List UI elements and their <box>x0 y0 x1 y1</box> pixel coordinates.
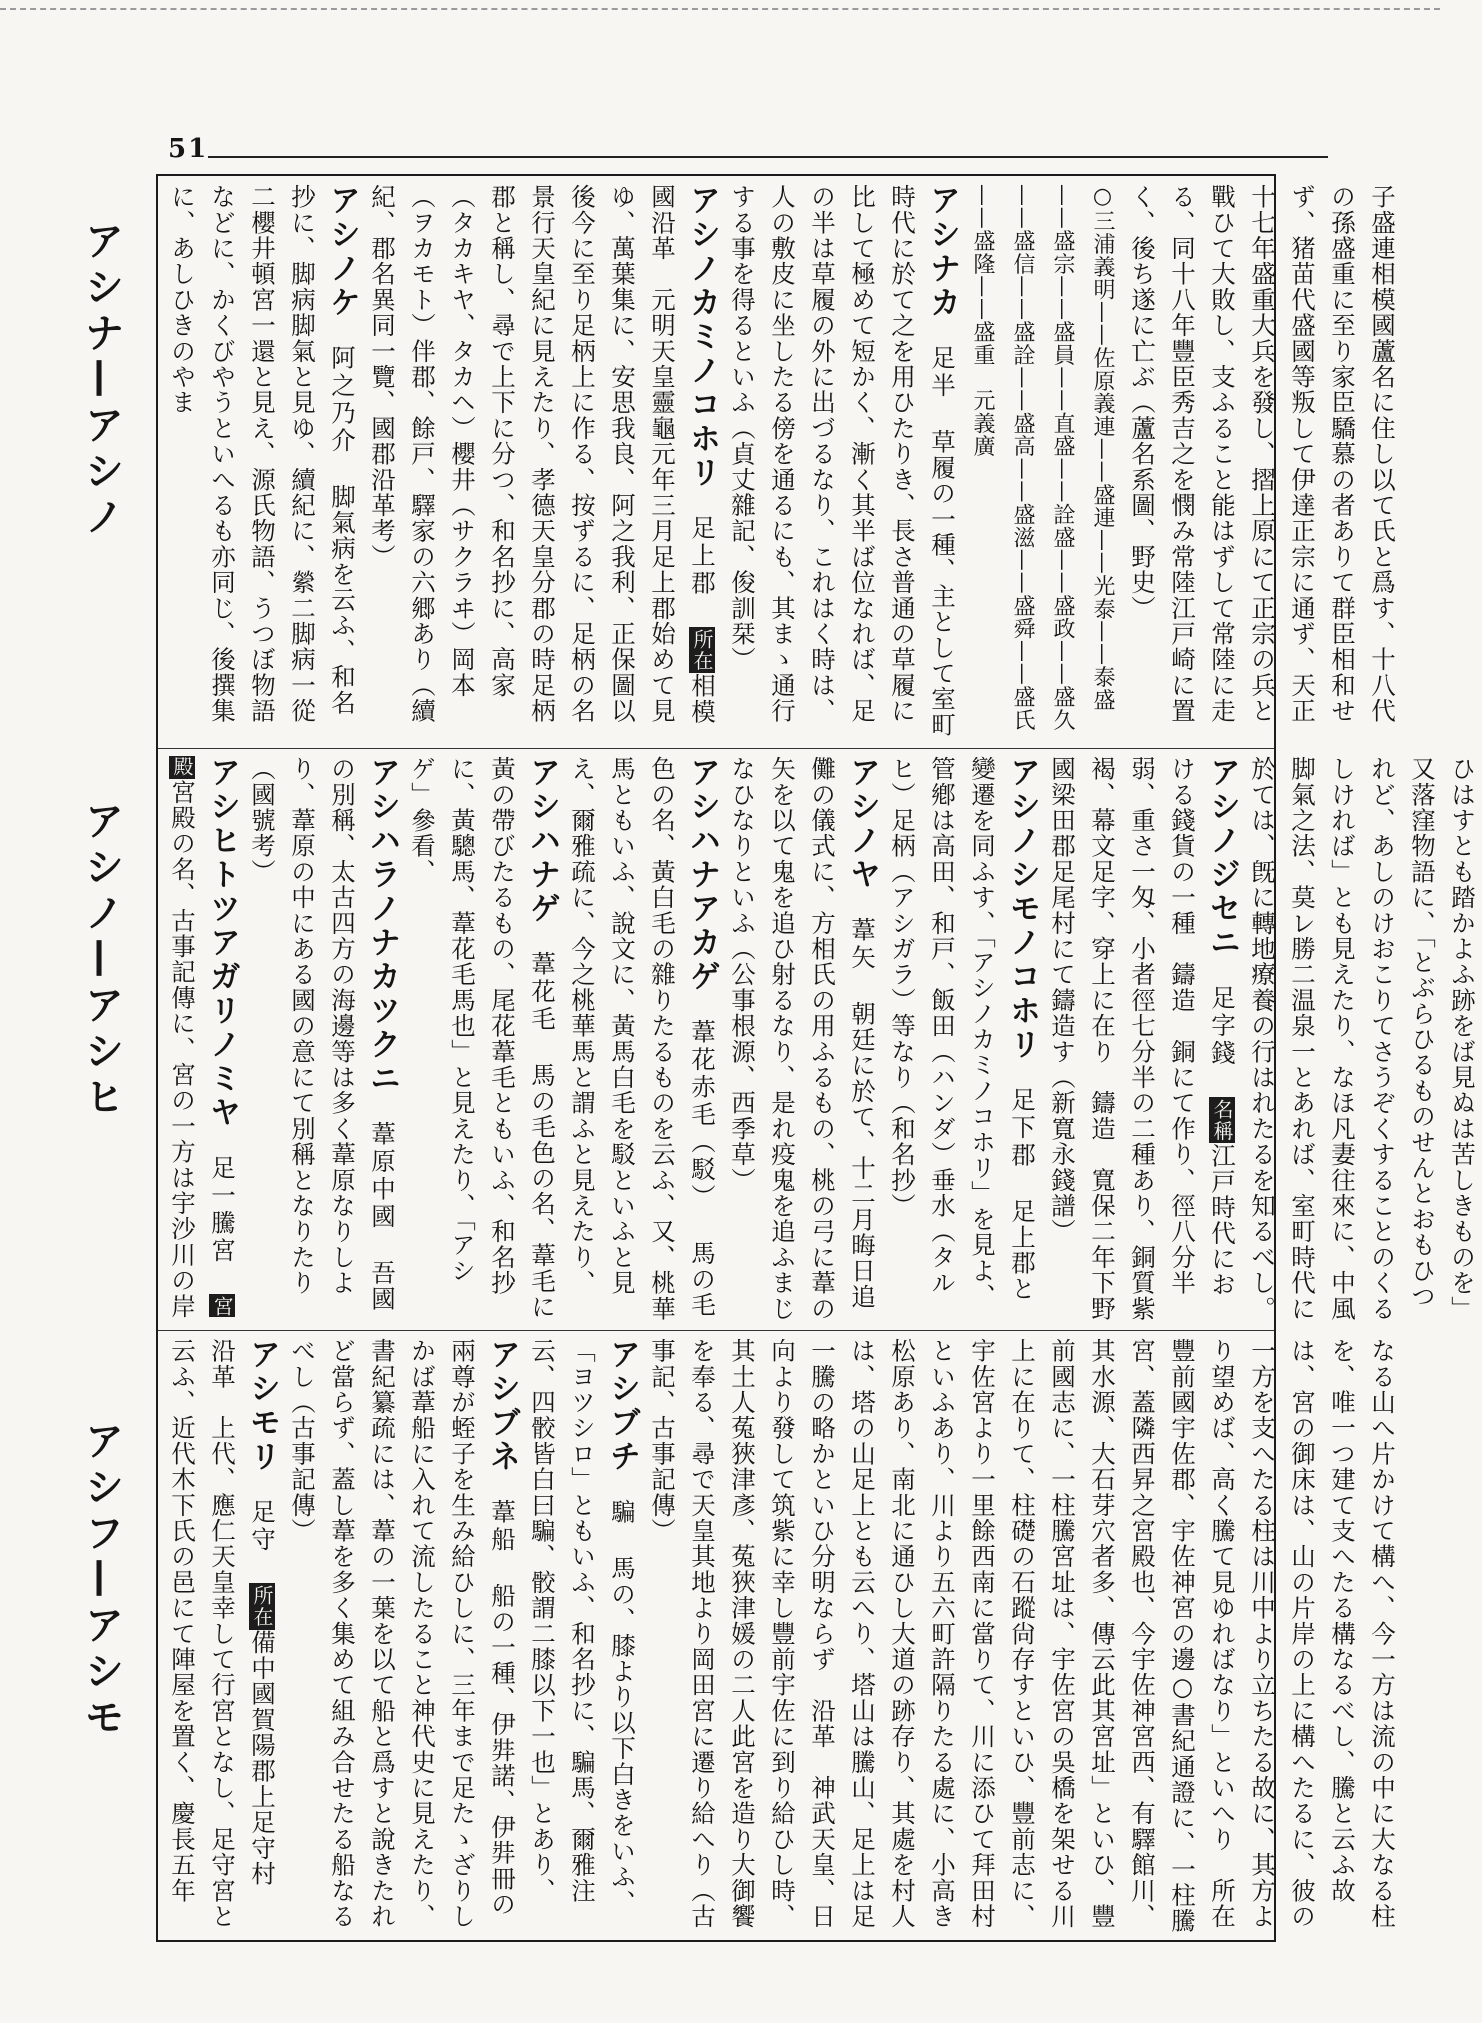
reading: 足半 <box>928 344 957 400</box>
entry-text: 馬の毛色の名、黃白毛の雜りたるものを云ふ、又、桃華馬ともいふ、說文に、黃馬白毛を駁といふと見え、爾雅疏に、今之桃華馬と謂ふと見えたり、 <box>568 756 717 1322</box>
reading: 葦花毛 <box>528 950 557 1034</box>
section-3 <box>162 1338 1397 1955</box>
genealogy-line: ——盛隆——盛重 元義廣 <box>970 184 995 458</box>
entry-ashihanaakage <box>562 756 722 1322</box>
page-number: 51 <box>168 134 209 164</box>
header-rule <box>208 156 1328 158</box>
headword: アシブネ <box>484 1338 520 1474</box>
entry-text: 馬の毛色の名、葦毛に黃の帶びたるもの、尾花葦毛ともいふ、和名抄に、黃驄馬、葦花毛馬也」と見えたり、「アシゲ」參看、 <box>408 756 557 1320</box>
section-3-text <box>162 1338 1402 1955</box>
section-2 <box>162 756 1477 1322</box>
genealogy-line: ——盛宗——盛員——直盛——詮盛——盛政——盛久 <box>1050 184 1075 732</box>
section-1 <box>162 184 1397 740</box>
side-header-3: アシフ—アシモ <box>78 1420 124 1742</box>
entry-ashiharanonakatsukuni <box>242 756 402 1322</box>
headword: アシノシモノコホリ <box>1004 756 1040 1062</box>
paragraph: なる山へ片かけて構へ、今一方は流の中に大なる柱を、唯一つ建て支へたる構なるべし、騰と云ふ故は、宮の御床は、山の片岸の上に構へたるに、彼の一方を支へたる柱は川中より立ちたる故に、其方より望めば、高く騰て見ゆればなり」といへり 所在 豐前國宇佐郡、宇佐神宮の邊○書紀通證に、一柱騰宮、蓋隣西昇之宮殿也、今宇佐神宮西、有驛館川、其水源、大石芽穴者多、傳云此其宮址」といひ、豐前國志に、一柱騰宮址は、宇佐宮の吳橋を架せる川上に在りて、柱礎の石蹤尙存すといひ、豐前志に、宇佐宮より一里餘西南に當りて、川に添ひて拜田村といふあり、川より五六町許隔りたる處に、小高き松原あり、南北に通ひし大道の跡存り、其處を村人は、塔の山足上とも云へり、塔山は騰山、足上は足一騰の略かといひ分明ならず 沿革 神武天皇、日向より發して筑紫に幸し豐前宇佐に到り給ひし時、其土人菟狹津彥、菟狹津媛の二人此宮を造り大御饗を奉る、尋で天皇其地より岡田宮に遷り給へり（古事記、古事記傳） <box>648 1338 1397 1955</box>
reading: 阿之乃介 <box>328 344 357 455</box>
entry-text: 相模國沿革 元明天皇靈龜元年三月足上郡始めて見ゆ、萬葉集に、安思我良、阿之我利、正保圖以後今に至り足柄上に作る、按ずるに、足柄の名景行天皇紀に見えたり、孝德天皇分郡の時足柄郡と稱し、尋で上下に分つ、和名抄に、高家（タカキヤ、タカヘ）櫻井（サクラヰ）岡本（ヲカモト）伴郡、餘戸、驛家の六郷あり（續紀、郡名異同一覽、國郡沿革考） <box>368 184 717 725</box>
entry-text: 吾國の別稱、太古四方の海邊等は多く葦原なりしより、葦原の中にある國の意にて別稱となりたり（國號考） <box>248 756 397 1312</box>
side-header-2: アシノ—アシヒ <box>78 800 124 1122</box>
entry-ashinoshimonokohori <box>882 756 1042 1322</box>
side-header-1: アシナ—アシノ <box>78 220 124 542</box>
reading: 葦船 <box>488 1498 517 1554</box>
reading: 足下郡 <box>1008 1086 1037 1170</box>
category-badge: 所在 <box>250 1585 274 1628</box>
entry-ashinaka <box>722 184 962 740</box>
entry-ashibune <box>282 1338 522 1934</box>
paragraph: ひはすとも踏かよふ跡をば見ぬは苦しきものを」又落窪物語に、「とぶらひるものせんとおもひつれど、あしのけおこりてさうぞくすることのくるしければ」とも見えたり、なほ凡妻往來に、中風脚氣之法、莫レ勝二温泉一とあれば、室町時代に於ては、旣に轉地療養の行はれたるを知るべし。 <box>1248 756 1477 1322</box>
headword: アシノヤ <box>844 756 880 892</box>
headword: アシモリ <box>244 1338 280 1474</box>
entry-ashinojiseni <box>1042 756 1242 1322</box>
entry-ashihitotsuagarinomiya <box>162 756 242 1322</box>
genealogy-line: ——盛信——盛詮——盛高——盛滋——盛舜——盛氏 <box>1010 184 1035 732</box>
entry-text: 脚氣病を云ふ、和名抄に、脚病脚氣と見ゆ、續紀に、縈二脚病一從二櫻井頓宮一還と見え、源氏物語、うつぼ物語などに、かくびやうといへるも亦同じ、後撰集に、あしひきのやま <box>168 184 357 724</box>
entry-ashinoke <box>162 184 362 740</box>
entry-ashinoya <box>722 756 882 1322</box>
paragraph: 子盛連相模國蘆名に住し以て氏と爲す、十八代の孫盛重に至り家臣驕慕の者ありて群臣相和せず、猪苗代盛國等叛して伊達正宗に通ず、天正十七年盛重大兵を發し、摺上原にて正宗の兵と戰ひて大敗し、支ふること能はずして常陸に走る、同十八年豐臣秀吉之を憫み常陸江戸崎に置く、後ち遂に亡ぶ（蘆名系圖、野史） <box>1128 184 1397 724</box>
entry-ashibuchi <box>522 1338 642 1934</box>
category-badge: 宮殿 <box>170 756 234 1318</box>
entry-text: 備中國賀陽郡上足守村 沿革 上代、應仁天皇幸して行宮となし、足守宮と云ふ、近代木下氏の邑にて陣屋を置く、慶長五年 <box>168 1338 277 1930</box>
entry-text: 草履の一種、主として室町時代に於て之を用ひたりき、長さ普通の草履に比して極めて短かく、漸く其半ば位なれば、足の半は草履の外に出づるなり、これはく時は、人の敷皮に坐したる傍を通るにも、其まゝ通行する事を得るといふ（貞丈雜記、俊訓栞） <box>728 184 957 738</box>
entry-text: 馬の、膝より以下白きをいふ、「ヨツシロ」ともいふ、和名抄に、騙馬、爾雅注云、四骹皆白曰騙、骹謂二膝以下一也」とあり、 <box>528 1338 637 1916</box>
reading: 足字錢 <box>1208 984 1237 1068</box>
reading: 足一騰宮 <box>208 1154 237 1265</box>
headword: アシヒトツアガリノミヤ <box>204 756 240 1130</box>
section-2-text <box>162 756 1482 1322</box>
headword: アシノケ <box>324 184 360 320</box>
headword: アシノジセニ <box>1204 756 1240 960</box>
category-badge: 名稱 <box>1210 1098 1234 1142</box>
reading: 葦矢 <box>848 916 877 972</box>
section-divider-2 <box>158 1330 1274 1331</box>
reading: 騙 <box>608 1498 637 1527</box>
headword: アシノカミノコホリ <box>684 184 720 490</box>
section-divider-1 <box>158 748 1274 749</box>
reading: 足上郡 <box>688 514 717 598</box>
entry-text: 足上郡と變遷を同ふす、「アシノカミノコホリ」を見よ、管鄕は高田、和戸、飯田（ハンダ）垂水（タルヒ）足柄（アシガラ）等なり（和名抄） <box>888 756 1037 1310</box>
genealogy-line: ○三浦義明——佐原義連——盛連——光泰——泰盛 <box>1090 184 1115 712</box>
category-badge: 所在 <box>690 628 714 672</box>
entry-text: 船の一種、伊弉諾、伊弉冊の兩尊が蛭子を生み給ひしに、三年まで足たゝざりしかば葦船に入れて流したること神代史に見えたり、書紀纂疏には、葦の一葉を以て船と爲すと說きたれど當らず、蓋し葦を多く集めて組み合せたる船なるべし（古事記傳） <box>288 1338 517 1930</box>
headword: アシナカ <box>924 184 960 320</box>
entry-ashinokaminokohori <box>362 184 722 740</box>
headword: アシハナゲ <box>524 756 560 926</box>
entry-text: 江戸時代における錢貨の一種 鑄造 銅にて作り、徑八分半弱、重さ一匁、小者徑七分半の二種あり、銅質紫褐、幕文足字、穿上に在り 鑄造 寬保二年下野國梁田郡足尾村にて鑄造す（新寬永錢譜） <box>1048 756 1237 1322</box>
entry-ashimori <box>162 1338 282 1934</box>
reading: 葦原中國 <box>368 1120 397 1231</box>
headword: アシブチ <box>604 1338 640 1474</box>
entry-ashihanage <box>402 756 562 1322</box>
headword: アシハナアカゲ <box>684 756 720 994</box>
entry-text: 朝廷に於て、十二月晦日追儺の儀式に、方相氏の用ふるもの、桃の弓に葦の矢を以て鬼を追ひ射るなり、是れ疫鬼を追ふまじなひなりといふ（公事根源、西季草） <box>728 756 877 1322</box>
section-1-text <box>162 184 1402 740</box>
reading: 足守 <box>248 1498 277 1554</box>
headword: アシハラノナカツクニ <box>364 756 400 1096</box>
entry-text: 宮殿の名、古事記傳に、宮の一方は宇沙川の岸 <box>168 779 197 1319</box>
top-dashed-rule <box>0 8 1440 10</box>
reading: 葦花赤毛（駁） <box>688 1018 717 1212</box>
